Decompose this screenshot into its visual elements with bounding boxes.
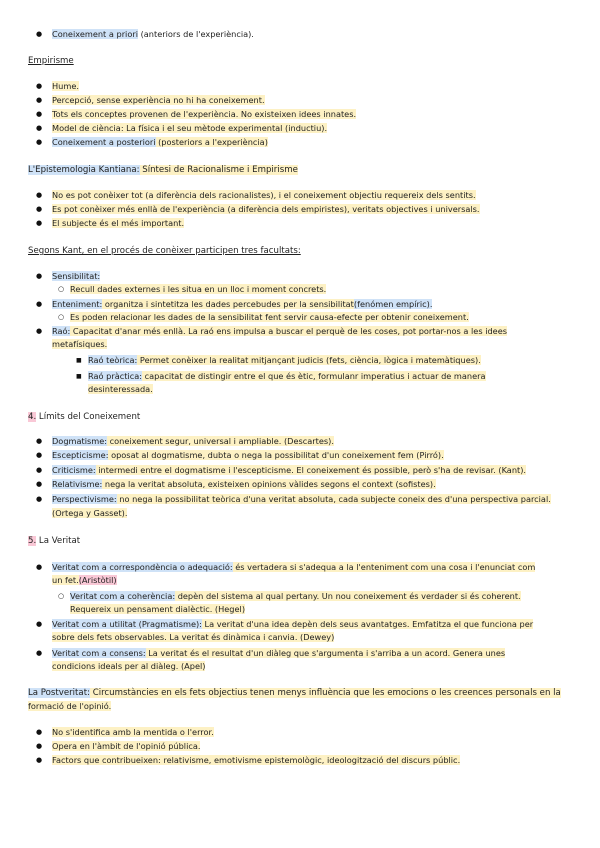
term-highlight: Veritat com a utilitat (Pragmatisme): [52, 619, 202, 629]
term-highlight: Relativisme: [52, 479, 103, 489]
term-highlight: Raó teòrica: [88, 355, 138, 365]
text: coneixement segur, universal i ampliable. (Descartes). [107, 436, 334, 446]
text: (anteriors de l'experiència). [137, 29, 254, 39]
text: Percepció, sense experiència no hi ha coneixement. [52, 95, 265, 105]
term-highlight: Veritat com a consens: [52, 648, 146, 658]
text: condicions ideals per al diàleg. (Apel) [52, 661, 206, 671]
text: depèn del sistema al qual pertany. Un nou coneixement és verdader si és coherent. [175, 591, 521, 601]
section-heading-veritat [28, 536, 80, 547]
list-item-utilitat [52, 619, 533, 630]
term-highlight: Enteniment: [52, 299, 103, 309]
list-item [52, 450, 444, 461]
term-highlight: (fenómen empíric). [353, 299, 433, 309]
text: organitza i sintetitza les dades percebudes per la sensibilitat [102, 299, 354, 309]
text: nega la veritat absoluta, existeixen opinions vàlides segons el context (sofistes). [102, 479, 436, 489]
text: sobre dels fets observables. La veritat és dinàmica i canvia. (Dewey) [52, 632, 335, 642]
term-highlight: Dogmatisme: [52, 436, 108, 446]
text: metafísiques. [52, 339, 108, 349]
section-heading-empirisme: Empirisme [28, 56, 74, 66]
text: (posteriors a l'experiència) [155, 137, 268, 147]
list-item [52, 741, 200, 752]
sub-item [70, 312, 469, 323]
text: Recull dades externes i les situa en un lloc i moment concrets. [70, 284, 327, 294]
text: oposat al dogmatisme, dubta o nega la possibilitat d'un coneixement fem (Pirró). [108, 450, 444, 460]
list-item-continuation [52, 575, 117, 586]
list-item [52, 755, 460, 766]
text: no nega la possibilitat teòrica d'una veritat absoluta, cada subjecte coneix des d'una perspectiva parcial. [116, 494, 551, 504]
text: La veritat és el resultat d'un diàleg que s'argumenta i s'arriba a un acord. Genera unes [145, 648, 506, 658]
list-item-aposteriori [52, 137, 268, 148]
author-highlight: (Aristòtil) [78, 575, 117, 585]
text: intermedi entre el dogmatisme i l'escepticisme. El coneixement és possible, però s'ha de revisar. (Kant). [95, 465, 527, 475]
term-highlight: L'Epistemologia Kantiana: [28, 165, 140, 175]
paragraph-continuation [28, 701, 111, 712]
section-number: 4. [28, 412, 37, 422]
text: Es poden relacionar les dades de la sensibilitat fent servir causa-efecte per obtenir coneixement. [70, 312, 469, 322]
text: Es pot conèixer més enllà de l'experiència (a diferència dels empiristes), veritats objectives i universals. [52, 204, 480, 214]
text: No s'identifica amb la mentida o l'error. [52, 727, 214, 737]
term-highlight: Perspectivisme: [52, 494, 117, 504]
sub-item-coherencia [70, 591, 521, 602]
text: és vertadera si s'adequa a la l'enteniment com una cosa i l'enunciat com [232, 562, 536, 572]
text: Tots els conceptes provenen de l'experiència. No existeixen idees innates. [52, 109, 357, 119]
term-highlight: Coneixement a priori [52, 29, 138, 39]
list-item [52, 190, 476, 201]
list-item-continuation [52, 339, 107, 350]
text: Capacitat d'anar més enllà. La raó ens impulsa a buscar el perquè de les coses, pot portar-nos a les idees [70, 326, 508, 336]
term-highlight: Coneixement a posteriori [52, 137, 156, 147]
text: La Veritat [36, 536, 81, 546]
sub-sub-item-continuation [88, 384, 153, 395]
list-item [52, 494, 551, 505]
section-heading-postveritat [28, 688, 561, 699]
text: Hume. [52, 81, 79, 91]
list-item [52, 123, 327, 134]
text: El subjecte és el més important. [52, 218, 185, 228]
sub-sub-item-rao-practica [88, 371, 486, 382]
text: (Ortega y Gasset). [52, 508, 128, 518]
list-item-continuation [52, 508, 127, 519]
term-highlight: Escepticisme: [52, 450, 109, 460]
list-item [52, 727, 214, 738]
text: Opera en l'àmbit de l'opinió pública. [52, 741, 201, 751]
list-item-apriori [52, 29, 254, 40]
text: Requereix un pensament dialèctic. (Hegel) [70, 604, 246, 614]
list-item [52, 204, 480, 215]
text: un fet. [52, 575, 79, 585]
text: Circumstàncies en els fets objectius tenen menys influència que les emocions o les creences personals en la [89, 688, 561, 698]
section-number: 5. [28, 536, 37, 546]
text: formació de l'opinió. [28, 701, 112, 711]
list-item-enteniment [52, 299, 432, 310]
list-item-sensibilitat [52, 271, 100, 282]
text: Síntesi de Racionalisme i Empirisme [139, 165, 298, 175]
sub-item-continuation [70, 604, 245, 615]
term-highlight: Raó pràctica: [88, 371, 142, 381]
list-item [52, 479, 436, 490]
list-item [52, 95, 265, 106]
list-item-continuation [52, 632, 334, 643]
list-item [52, 81, 79, 92]
sub-item [70, 284, 326, 295]
list-item-rao [52, 326, 507, 337]
text: La veritat d'una idea depèn dels seus avantatges. Emfatitza el que funciona per [201, 619, 534, 629]
list-item [52, 218, 184, 229]
term-highlight: Raó: [52, 326, 71, 336]
text: Permet conèixer la realitat mitjançant judicis (fets, ciència, lògica i matemàtiques). [137, 355, 481, 365]
section-heading-facultats: Segons Kant, en el procés de conèixer participen tres facultats: [28, 246, 301, 256]
list-item [52, 109, 356, 120]
list-item-continuation [52, 661, 205, 672]
text: Límits del Coneixement [36, 412, 141, 422]
text: capacitat de distingir entre el que és ètic, formulanr imperatius i actuar de manera [141, 371, 486, 381]
text: Factors que contribueixen: relativisme, emotivisme epistemològic, ideologització del discurs públic. [52, 755, 461, 765]
section-heading-limits [28, 412, 140, 423]
list-item [52, 465, 526, 476]
term-highlight: Sensibilitat: [52, 271, 101, 281]
term-highlight: Criticisme: [52, 465, 96, 475]
section-heading-kant [28, 165, 298, 176]
text: Model de ciència: La física i el seu mètode experimental (inductiu). [52, 123, 328, 133]
list-item-correspondencia [52, 562, 535, 573]
list-item-consens [52, 648, 505, 659]
list-item [52, 436, 334, 447]
text: No es pot conèixer tot (a diferència dels racionalistes), i el coneixement objectiu requereix dels sentits. [52, 190, 476, 200]
term-highlight: La Postveritat: [28, 688, 90, 698]
sub-sub-item-rao-teorica [88, 355, 481, 366]
term-highlight: Veritat com a correspondència o adequació: [52, 562, 233, 572]
text: desinteressada. [88, 384, 153, 394]
term-highlight: Veritat com a coherència: [70, 591, 176, 601]
